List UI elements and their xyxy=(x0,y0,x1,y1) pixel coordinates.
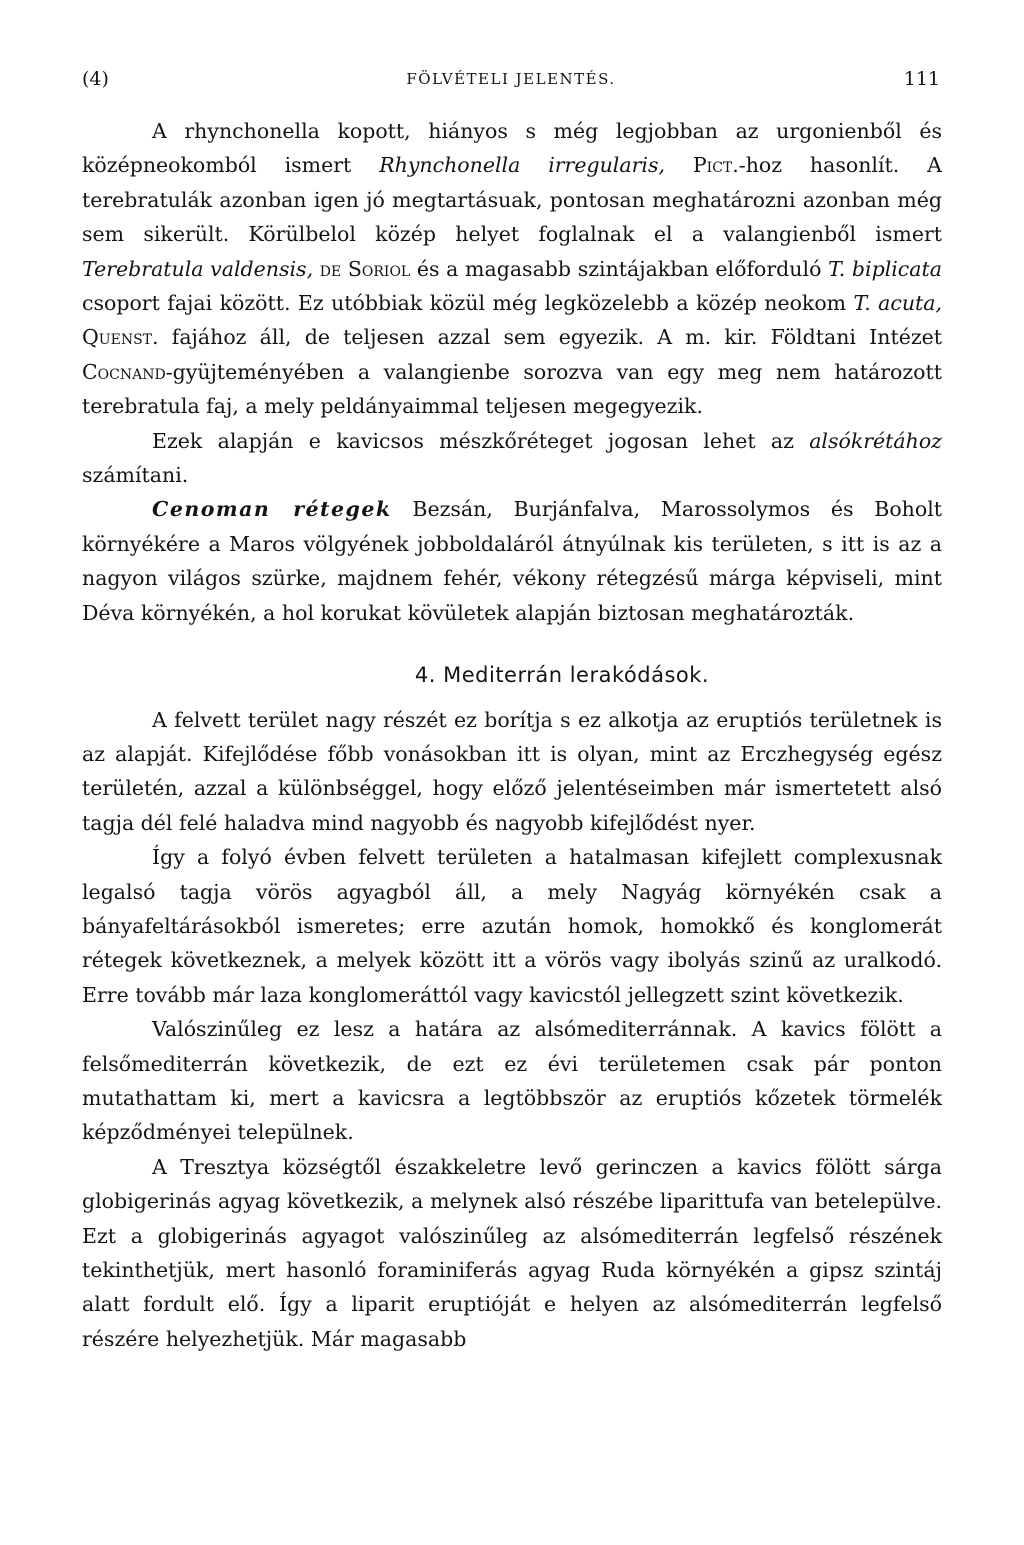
taxon-name: Terebratula valdensis, xyxy=(82,256,314,281)
section-heading: 4. Mediterrán lerakódások. xyxy=(414,663,710,688)
author-name: Quenst. xyxy=(82,325,159,350)
paragraph xyxy=(82,424,942,493)
text-run: számítani. xyxy=(82,463,189,488)
text-run xyxy=(665,153,693,177)
text-run: -gyüjteményében a valangienbe sorozva van egy meg nem határozott terebratula faj, a mely peldányaimmal teljesen megegyezik. xyxy=(82,359,942,419)
text-run: Bezsán, Burjánfalva, Marossolymos és Boholt környékére a Maros völgyének jobboldaláról átnyúlnak kis területen, s itt is az a nagyon világos szürke, majdnem fehér, vékony rétegzésű márga képviseli, mint Déva környékén, a hol korukat kövületek alapján biztosan meghatározták. xyxy=(82,497,942,625)
paragraph: Valószinűleg ez lesz a határa az alsómediterránnak. A kavics fölött a felsőmediterrán következik, de ezt ez évi területemen csak pár ponton mutathattam ki, mert a kavicsra a legtöbbször az eruptiós kőzetek törmelék képződményei települnek. xyxy=(82,1017,942,1145)
paragraph: A felvett terület nagy részét ez borítja s ez alkotja az eruptiós területnek is az alapját. Kifejlődése főbb vonásokban itt is olyan, mint az Erczhegység egész területén, azzal a különbséggel, hogy előző jelentéseimben már ismertetett alsó tagja dél felé haladva mind nagyobb és nagyobb kifejlődést nyer. xyxy=(82,707,942,835)
paragraph: A Tresztya községtől északkeletre levő gerinczen a kavics fölött sárga globigerinás agyag következik, a melynek alsó részébe liparittufa van betelepülve. Ezt a globigerinás agyagot valószinűleg az alsómediterrán legfelső részének tekinthetjük, mert hasonló foraminiferás agyag Ruda környékén a gipsz szintáj alatt fordult elő. Így a liparit eruptióját e helyen az alsómediterrán legfelső részére helyezhetjük. Már magasabb xyxy=(82,1154,942,1351)
text-run: és a magasabb szintájakban előforduló xyxy=(410,256,829,281)
paragraph xyxy=(82,492,942,630)
body-text xyxy=(82,114,942,1356)
author-name: Cocnand xyxy=(82,359,166,384)
taxon-name: T. biplicata xyxy=(828,256,942,281)
paragraph: Így a folyó évben felvett területen a hatalmasan kifejlett complexusnak legalsó tagja vörös agyagból áll, a mely Nagyág környékén csak a bányafeltárásokból ismeretes; erre azután homok, homokkő és konglomerát rétegek következnek, a melyek között itt a vörös vagy ibolyás szinű az uralkodó. Erre tovább már laza konglomeráttól vagy kavicstól jellegzett szint következik. xyxy=(82,845,942,1007)
section-lead: Cenoman rétegek xyxy=(152,497,392,522)
page-number: 111 xyxy=(903,68,940,90)
emphasis: alsókrétához xyxy=(809,428,942,453)
text-run: Ezek alapján e kavicsos mészkőréteget jogosan lehet az xyxy=(152,428,810,453)
text-run xyxy=(313,257,320,281)
paragraph xyxy=(82,114,942,424)
text-run: A rhynchonella kopott, hiányos s még legjobban az urgonienből és középneokomból ismert xyxy=(82,119,942,178)
author-name: Pict. xyxy=(692,153,739,178)
taxon-name: Rhynchonella irregularis, xyxy=(379,153,665,178)
author-name: de Soriol xyxy=(319,256,411,281)
running-title: FÖLVÉTELI JELENTÉS. xyxy=(406,70,616,88)
page-header xyxy=(82,68,940,98)
text-run: csoport fajai között. Ez utóbbiak közül még legközelebb a közép neokom xyxy=(82,291,854,316)
page-label: (4) xyxy=(82,68,109,90)
text-run: -hoz hasonlít. A terebratulák azonban igen jó megtartásuak, pontosan meghatározni azonban még sem sikerült. Körülbelol közép helyet foglalnak el a valangienből ismert xyxy=(82,153,942,247)
text-run: fajához áll, de teljesen azzal sem egyezik. A m. kir. Földtani Intézet xyxy=(158,325,942,350)
taxon-name: T. acuta, xyxy=(853,291,942,316)
